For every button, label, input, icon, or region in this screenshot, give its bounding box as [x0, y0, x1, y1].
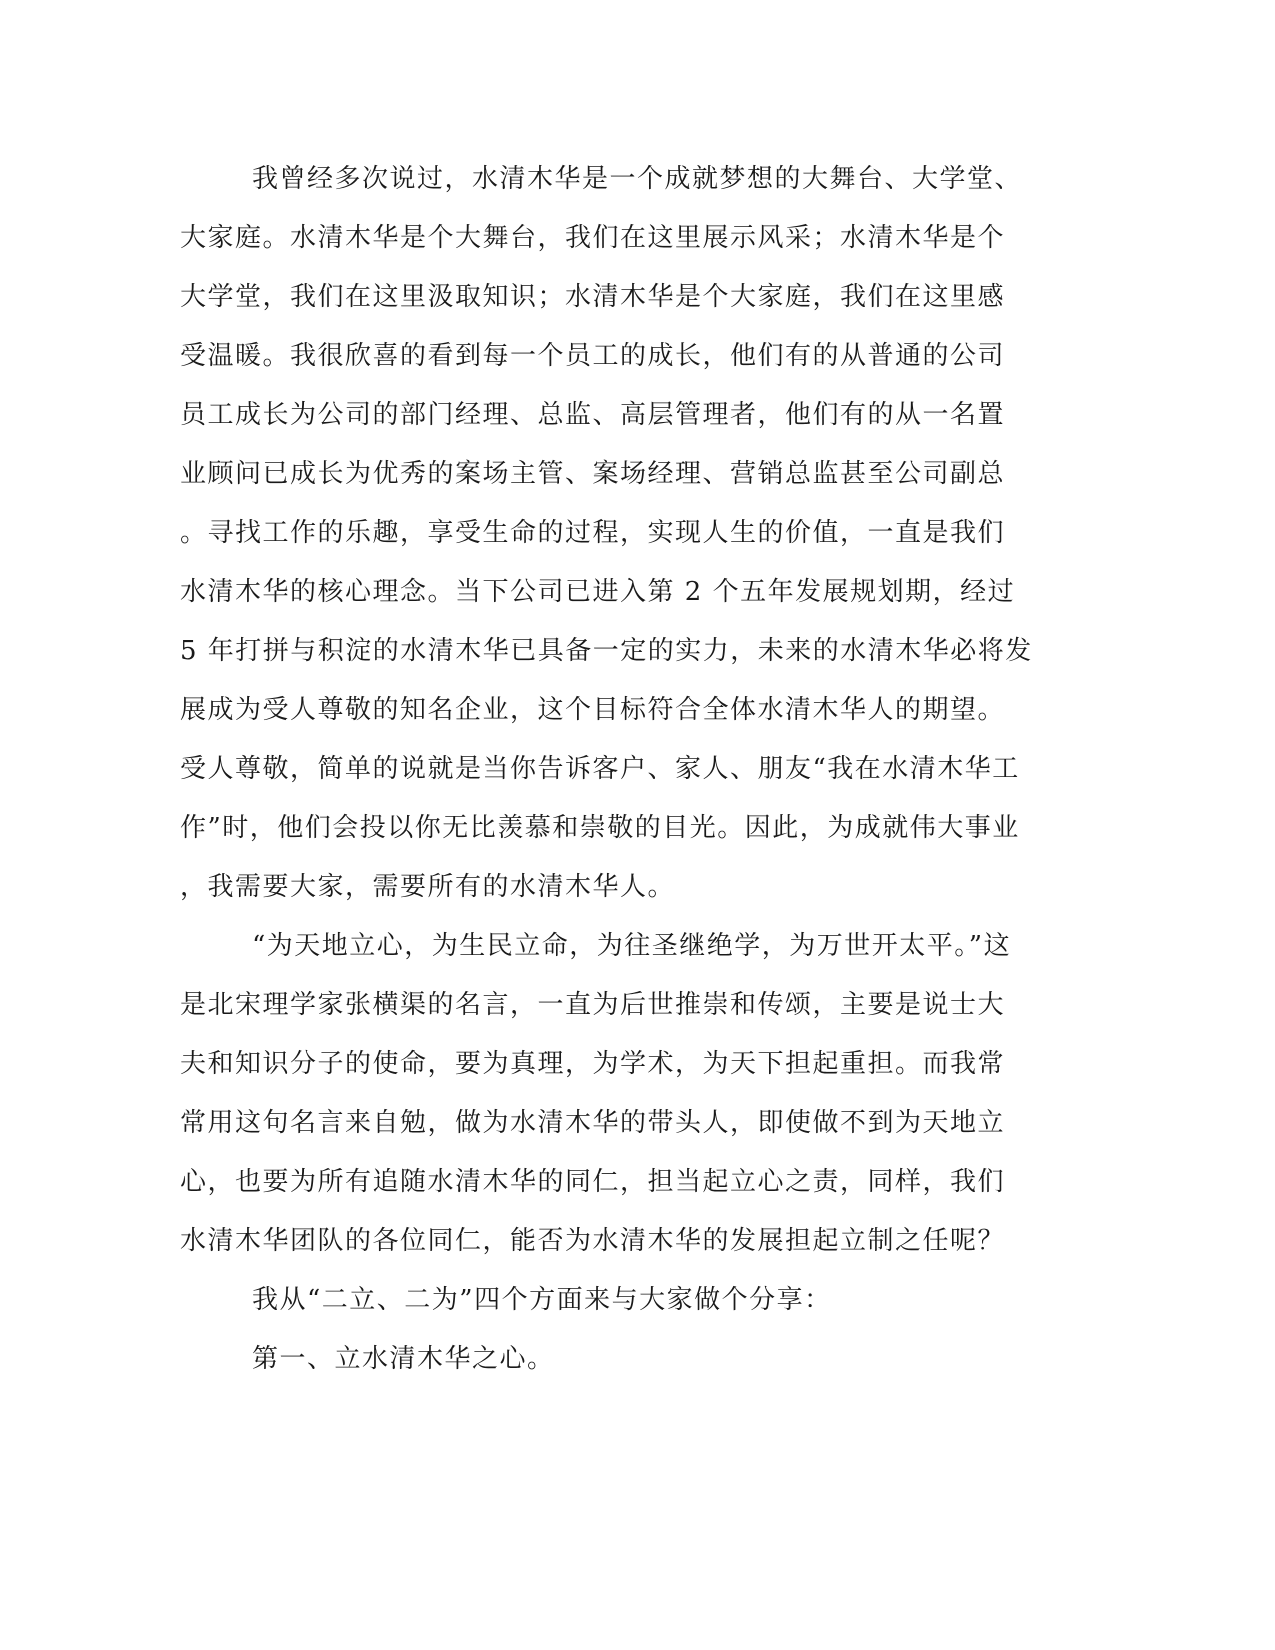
paragraph-line: 5 年打拼与积淀的水清木华已具备一定的实力，未来的水清木华必将发 [180, 636, 1033, 666]
section-heading: 第一、立水清木华之心。 [252, 1344, 555, 1374]
document-page [180, 150, 1040, 1389]
paragraph-line: 心，也要为所有追随水清木华的同仁，担当起立心之责，同样，我们 [180, 1167, 1006, 1197]
paragraph-line: 员工成长为公司的部门经理、总监、高层管理者，他们有的从一名置 [180, 400, 1006, 430]
paragraph-line: 我曾经多次说过，水清木华是一个成就梦想的大舞台、大学堂、 [252, 164, 1023, 194]
paragraph-line: 大家庭。水清木华是个大舞台，我们在这里展示风采；水清木华是个 [180, 223, 1006, 253]
paragraph-line: 夫和知识分子的使命，要为真理，为学术，为天下担起重担。而我常 [180, 1049, 1006, 1079]
paragraph-line: 作”时，他们会投以你无比羡慕和崇敬的目光。因此，为成就伟大事业 [180, 813, 1020, 843]
paragraph-line: “为天地立心，为生民立命，为往圣继绝学，为万世开太平。”这 [252, 931, 1012, 961]
paragraph-line: 。寻找工作的乐趣，享受生命的过程，实现人生的价值，一直是我们 [180, 518, 1006, 548]
paragraph-line: 水清木华的核心理念。当下公司已进入第 2 个五年发展规划期，经过 [180, 577, 1016, 607]
paragraph-line: 常用这句名言来自勉，做为水清木华的带头人，即使做不到为天地立 [180, 1108, 1006, 1138]
paragraph-line: 是北宋理学家张横渠的名言，一直为后世推崇和传颂，主要是说士大 [180, 990, 1006, 1020]
paragraph-line: ，我需要大家，需要所有的水清木华人。 [180, 872, 676, 902]
paragraph-line: 受温暖。我很欣喜的看到每一个员工的成长，他们有的从普通的公司 [180, 341, 1006, 371]
paragraph-line: 大学堂，我们在这里汲取知识；水清木华是个大家庭，我们在这里感 [180, 282, 1006, 312]
paragraph-line: 我从“二立、二为”四个方面来与大家做个分享： [252, 1285, 832, 1315]
paragraph-line: 受人尊敬，简单的说就是当你告诉客户、家人、朋友“我在水清木华工 [180, 754, 1020, 784]
paragraph-line: 展成为受人尊敬的知名企业，这个目标符合全体水清木华人的期望。 [180, 695, 1006, 725]
paragraph-line: 业顾问已成长为优秀的案场主管、案场经理、营销总监甚至公司副总 [180, 459, 1006, 489]
paragraph-line: 水清木华团队的各位同仁，能否为水清木华的发展担起立制之任呢？ [180, 1226, 1006, 1256]
